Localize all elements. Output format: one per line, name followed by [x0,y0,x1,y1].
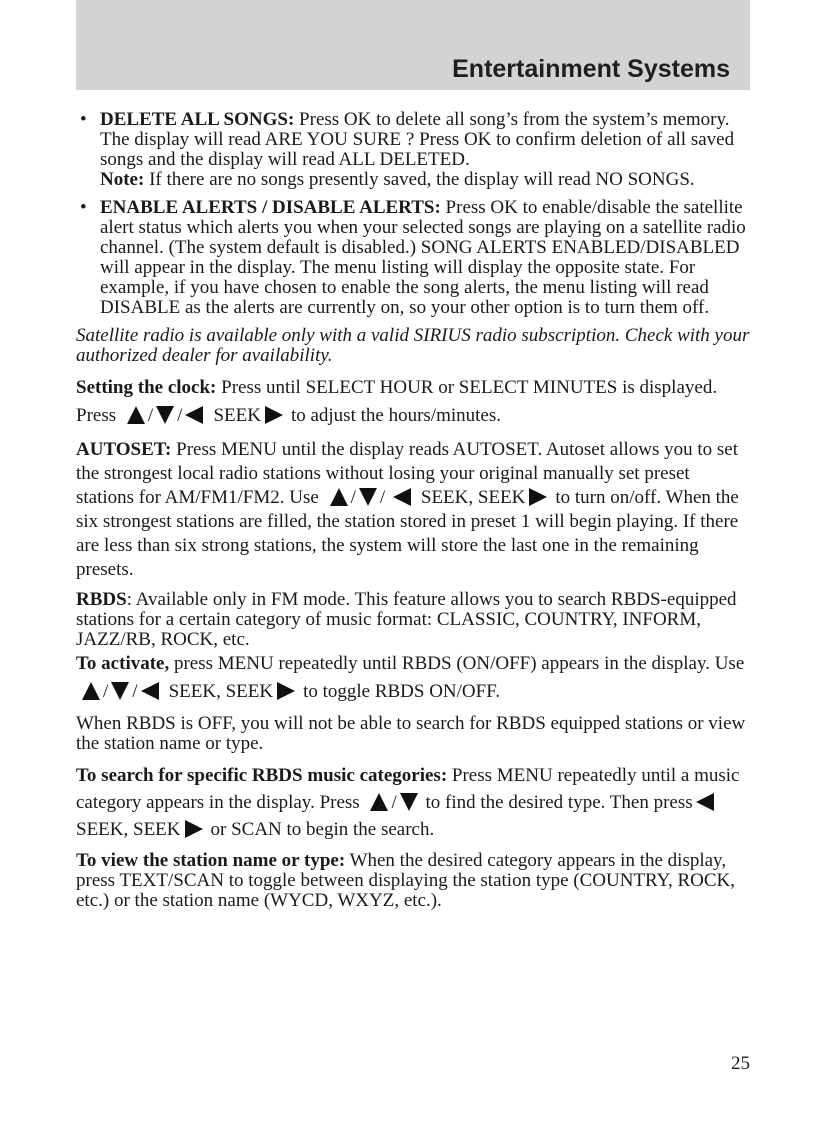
bullet-list [76,110,752,318]
bullet-dot: • [80,197,87,218]
autoset-label: AUTOSET: [76,439,172,460]
bullet-label: DELETE ALL SONGS: [100,109,295,130]
right-arrow-icon [185,820,203,838]
clock-text: to adjust the hours/minutes. [290,405,501,426]
up-arrow-icon [127,406,145,424]
bullet-enable-alerts [76,198,752,318]
right-arrow-icon [277,682,295,700]
left-arrow-icon [393,488,411,506]
up-arrow-icon [330,488,348,506]
bullet-dot: • [80,109,87,130]
right-arrow-icon [529,488,547,506]
search-text: or SCAN to begin the search. [210,819,435,840]
right-arrow-icon [265,406,283,424]
down-arrow-icon [156,406,174,424]
separator: / [379,487,386,508]
clock-text: Press until SELECT HOUR or SELECT MINUTES is displayed. Press [76,377,718,426]
seek-label: SEEK, SEEK [420,487,526,508]
seek-label: SEEK, SEEK [76,819,181,840]
rbds-label: RBDS [76,589,127,610]
separator: / [147,405,154,426]
search-paragraph [76,762,752,843]
search-label: To search for specific RBDS music categories: [76,765,448,786]
bullet-label: ENABLE ALERTS / DISABLE ALERTS: [100,197,441,218]
left-arrow-icon [185,406,203,424]
down-arrow-icon [400,793,418,811]
clock-paragraph [76,374,752,430]
separator: / [350,487,356,508]
rbds-text: : Available only in FM mode. This feature allows you to search RBDS-equipped stations for a certain category of music format: CLASSIC, COUNTRY, INFORM, JAZZ/RB, ROCK, etc. [76,589,737,650]
view-label: To view the station name or type: [76,850,346,871]
page-content [76,110,752,919]
autoset-text: Press MENU until the display reads AUTOSET. Autoset allows you to set the strongest local radio stations without losing your original manually set preset stations for AM/FM1/FM2. Use [76,439,739,508]
activate-text: press MENU repeatedly until RBDS (ON/OFF) appears in the display. Use [169,653,745,674]
search-text: Press MENU repeatedly until a music category appears in the display. Press [76,765,740,813]
down-arrow-icon [359,488,377,506]
left-arrow-icon [696,793,714,811]
autoset-paragraph [76,438,752,582]
separator: / [132,681,138,702]
note-label: Note: [100,169,145,190]
note-text: If there are no songs presently saved, the display will read NO SONGS. [144,169,695,190]
satellite-note: Satellite radio is available only with a valid SIRIUS radio subscription. Check with your authorized dealer for availability. [76,325,750,366]
separator: / [103,681,109,702]
view-text: When the desired category appears in the display, press TEXT/SCAN to toggle between displaying the station type (COUNTRY, ROCK, etc.) or the station name (WYCD, WXYZ, etc.). [76,850,735,911]
bullet-delete-all-songs [76,110,752,190]
section-title: Entertainment Systems [452,55,730,83]
view-paragraph [76,851,752,911]
up-arrow-icon [82,682,100,700]
up-arrow-icon [370,793,388,811]
rbds-activate-paragraph [76,650,752,706]
activate-text: to toggle RBDS ON/OFF. [303,681,501,702]
page-number: 25 [731,1053,750,1074]
activate-label: To activate, [76,653,170,674]
clock-label: Setting the clock: [76,377,217,398]
rbds-off-paragraph: When RBDS is OFF, you will not be able to search for RBDS equipped stations or view the station name or type. [76,713,746,754]
down-arrow-icon [111,682,129,700]
autoset-text: to turn on/off. When the six strongest stations are filled, the station stored in preset 1 will begin playing. If there are less than six strong stations, the system will store the last one in the remaining presets. [76,487,739,580]
separator: / [391,792,397,813]
left-arrow-icon [141,682,159,700]
bullet-text: Press OK to delete all song’s from the system’s memory. The display will read ARE YOU SURE ? Press OK to confirm deletion of all saved songs and the display will read ALL DELETED. [100,109,735,170]
seek-label: SEEK, SEEK [168,681,274,702]
seek-label: SEEK [213,405,261,426]
bullet-text: Press OK to enable/disable the satellite alert status which alerts you when your selected songs are playing on a satellite radio channel. (The system default is disabled.) SONG ALERTS ENABLED/DISABLED will appear in the display. The menu listing will display the opposite state. For example, if you have chosen to enable the song alerts, the menu listing will read DISABLE as the alerts are currently on, so your other option is to turn them off. [100,197,746,318]
search-text: to find the desired type. Then press [425,792,693,813]
separator: / [177,405,183,426]
header-bar [76,0,750,90]
rbds-paragraph [76,590,752,650]
